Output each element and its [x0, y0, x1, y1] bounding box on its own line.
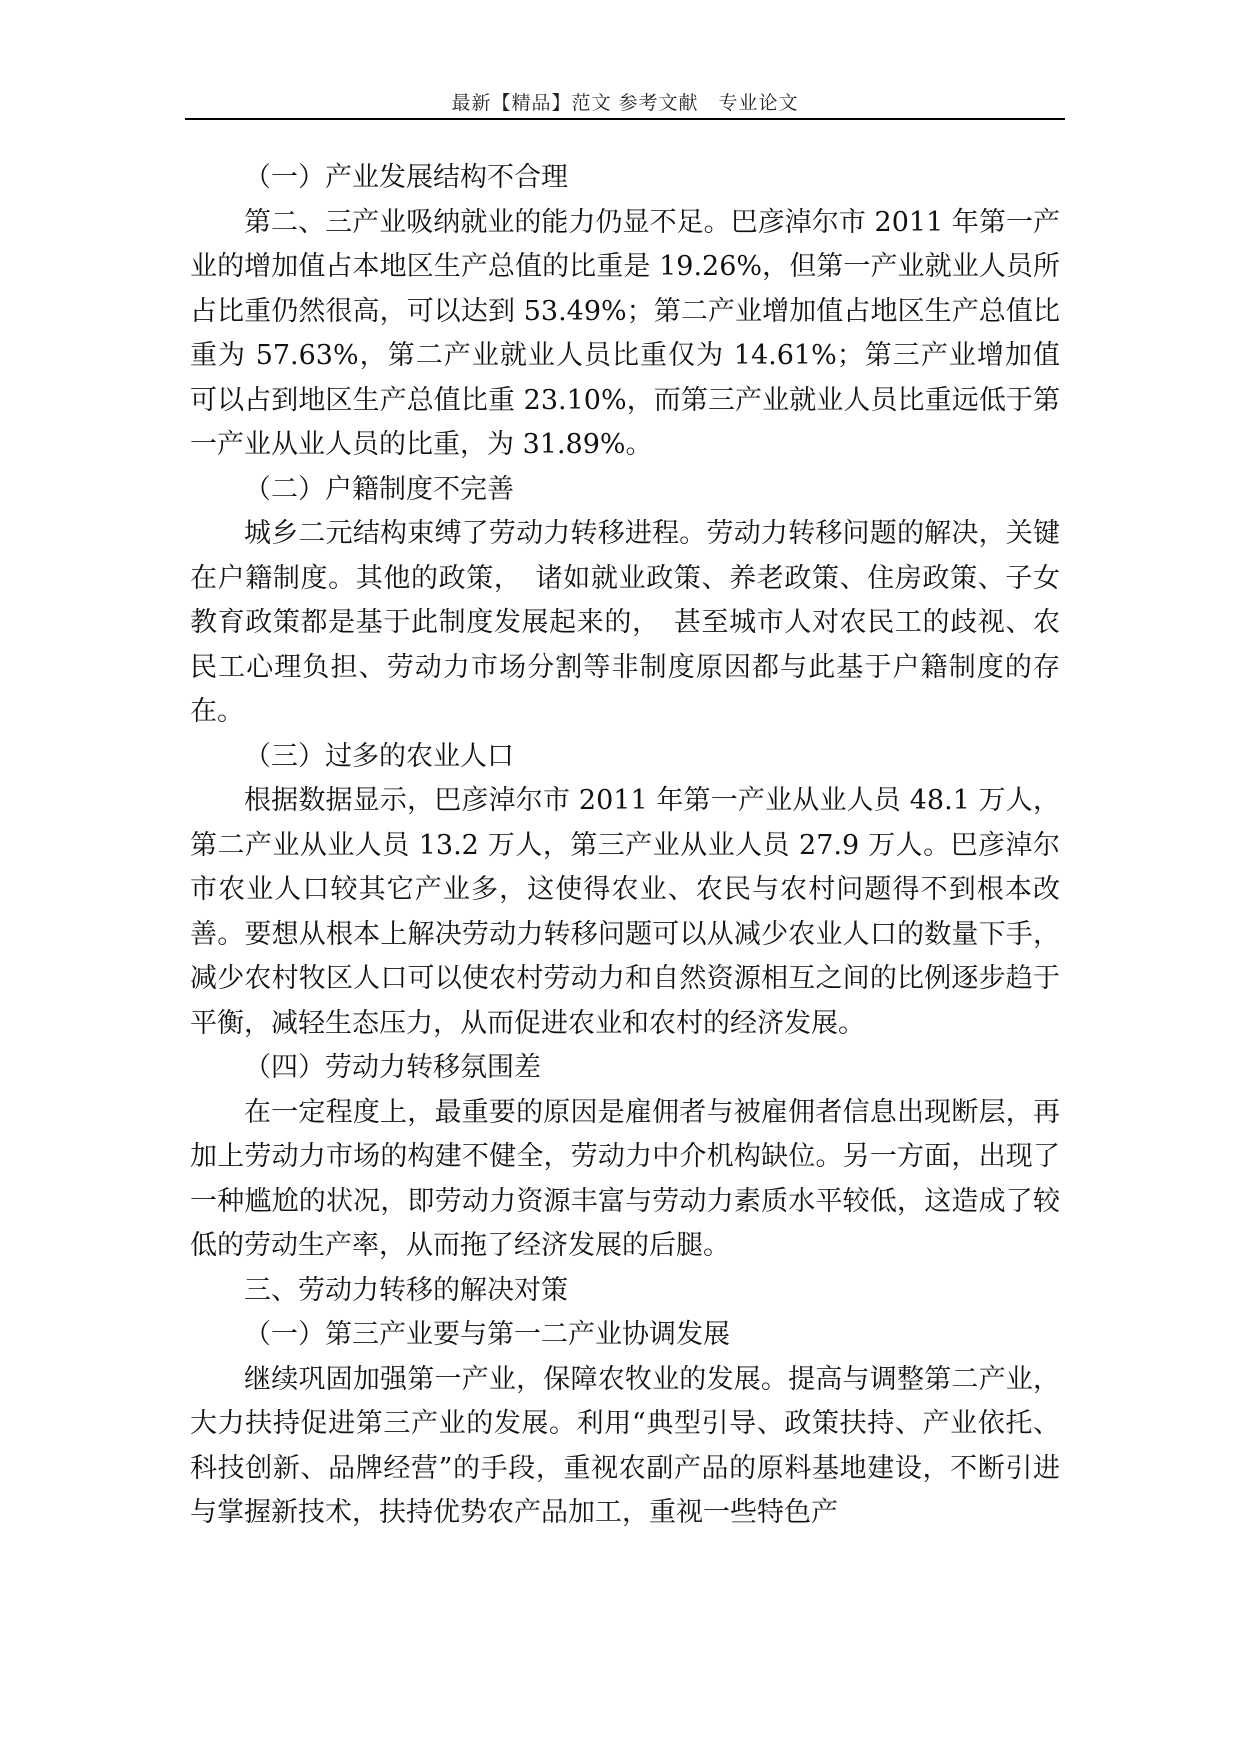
section-heading-transfer-atmosphere: （四）劳动力转移氛围差 [244, 1052, 541, 1083]
paragraph-coordinated-development: 继续巩固加强第一产业，保障农牧业的发展。提高与调整第二产业，大力扶持促进第三产业的发展。利用“典型引导、政策扶持、产业依托、科技创新、品牌经营”的手段，重视农副产品的原料基地建设，不断引进与掌握新技术，扶持优势农产品加工，重视一些特色产 [190, 1363, 1060, 1528]
chapter-heading-countermeasures: 三、劳动力转移的解决对策 [244, 1274, 568, 1306]
header-rule [185, 118, 1065, 120]
paragraph-household-registration: 城乡二元结构束缚了劳动力转移进程。劳动力转移问题的解决，关键在户籍制度。其他的政策， 诸如就业政策、养老政策、住房政策、子女教育政策都是基于此制度发展起来的， 甚至城市人对农民工的歧视、农民工心理负担、劳动力市场分割等非制度原因都与此基于户籍制度的存在。 [190, 518, 1060, 727]
paragraph-industry-employment: 第二、三产业吸纳就业的能力仍显不足。巴彦淖尔市 2011 年第一产业的增加值占本地区生产总值的比重是 19.26%，但第一产业就业人员所占比重仍然很高，可以达到 53.49%；第二产业增加值占地区生产总值比重为 57.63%，第二产业就业人员比重仅为 14.61%；第三产业增加值可以占到地区生产总值比重 23.10%，而第三产业就业人员比重远低于第一产业从业人员的比重，为 31.89%。 [190, 206, 1060, 460]
section-heading-coordinated-development: （一）第三产业要与第一二产业协调发展 [244, 1319, 730, 1350]
paragraph-transfer-atmosphere: 在一定程度上，最重要的原因是雇佣者与被雇佣者信息出现断层，再加上劳动力市场的构建不健全，劳动力中介机构缺位。另一方面，出现了一种尴尬的状况，即劳动力资源丰富与劳动力素质水平较低，这造成了较低的劳动生产率，从而拖了经济发展的后腿。 [190, 1096, 1060, 1261]
section-heading-structure: （一）产业发展结构不合理 [244, 162, 568, 193]
document-body [190, 156, 1060, 1536]
page-header: 最新【精品】范文 参考文献 专业论文 [451, 92, 799, 114]
section-heading-household-registration: （二）户籍制度不完善 [244, 473, 514, 505]
section-heading-agricultural-population: （三）过多的农业人口 [244, 740, 514, 772]
paragraph-agricultural-population: 根据数据显示，巴彦淖尔市 2011 年第一产业从业人员 48.1 万人，第二产业从业人员 13.2 万人，第三产业从业人员 27.9 万人。巴彦淖尔市农业人口较其它产业多，这使得农业、农民与农村问题得不到根本改善。要想从根本上解决劳动力转移问题可以从减少农业人口的数量下手，减少农村牧区人口可以使农村劳动力和自然资源相互之间的比例逐步趋于平衡，减轻生态压力，从而促进农业和农村的经济发展。 [190, 785, 1060, 1039]
